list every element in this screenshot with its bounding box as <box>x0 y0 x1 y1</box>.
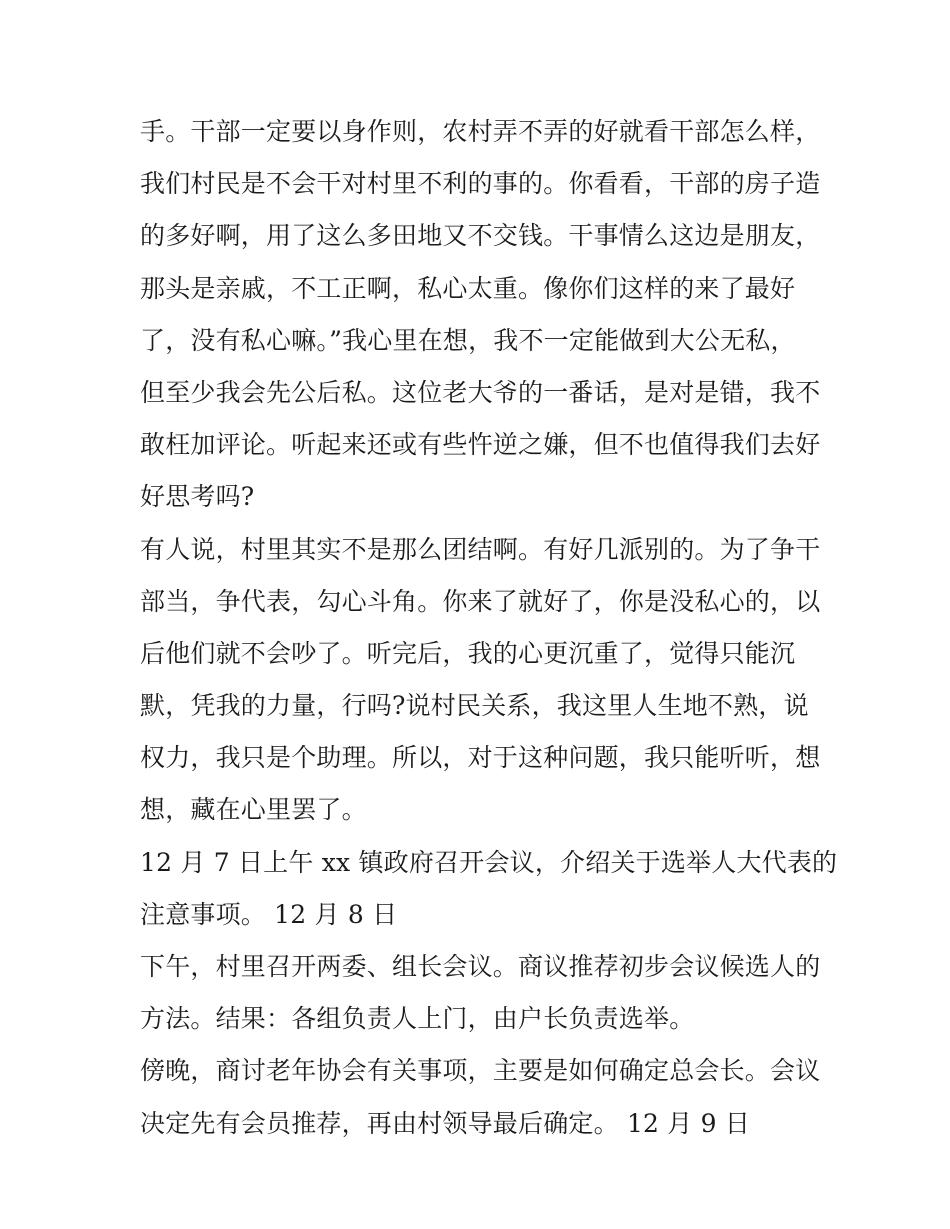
document-body <box>140 106 838 1150</box>
text-line: 部当，争代表，勾心斗角。你来了就好了，你是没私心的，以 <box>140 586 821 616</box>
text-line: 了，没有私心嘛。”我心里在想，我不一定能做到大公无私， <box>140 325 796 355</box>
text-line: 有人说，村里其实不是那么团结啊。有好几派别的。为了争干 <box>140 534 821 564</box>
text-line: 我们村民是不会干对村里不利的事的。你看看，干部的房子造 <box>140 169 821 199</box>
text-line: 傍晚，商讨老年协会有关事项，主要是如何确定总会长。会议 <box>140 1056 821 1086</box>
text-line: 12 月 7 日上午 xx 镇政府召开会议，介绍关于选举人大代表的 <box>140 847 838 877</box>
text-line: 想，藏在心里罢了。 <box>140 795 367 825</box>
text-line: 但至少我会先公后私。这位老大爷的一番话，是对是错，我不 <box>140 377 821 407</box>
text-line: 那头是亲戚，不工正啊，私心太重。像你们这样的来了最好 <box>140 273 796 303</box>
text-line: 的多好啊，用了这么多田地又不交钱。干事情么这边是朋友， <box>140 221 821 251</box>
text-line: 下午，村里召开两委、组长会议。商议推荐初步会议候选人的 <box>140 952 821 981</box>
text-line: 方法。结果：各组负责人上门，由户长负责选举。 <box>140 1004 695 1034</box>
text-line: 注意事项。 12 月 8 日 <box>140 899 398 929</box>
text-line: 后他们就不会吵了。听完后，我的心更沉重了，觉得只能沉 <box>140 638 796 668</box>
text-line: 手。干部一定要以身作则，农村弄不弄的好就看干部怎么样， <box>140 117 821 146</box>
text-line: 权力，我只是个助理。所以，对于这种问题，我只能听听，想 <box>140 743 821 773</box>
text-line: 决定先有会员推荐，再由村领导最后确定。 12 月 9 日 <box>140 1108 751 1138</box>
text-line: 默，凭我的力量，行吗?说村民关系，我这里人生地不熟，说 <box>140 691 809 721</box>
text-line: 好思考吗? <box>140 482 255 512</box>
text-line: 敢枉加评论。听起来还或有些忤逆之嫌，但不也值得我们去好 <box>140 430 821 460</box>
